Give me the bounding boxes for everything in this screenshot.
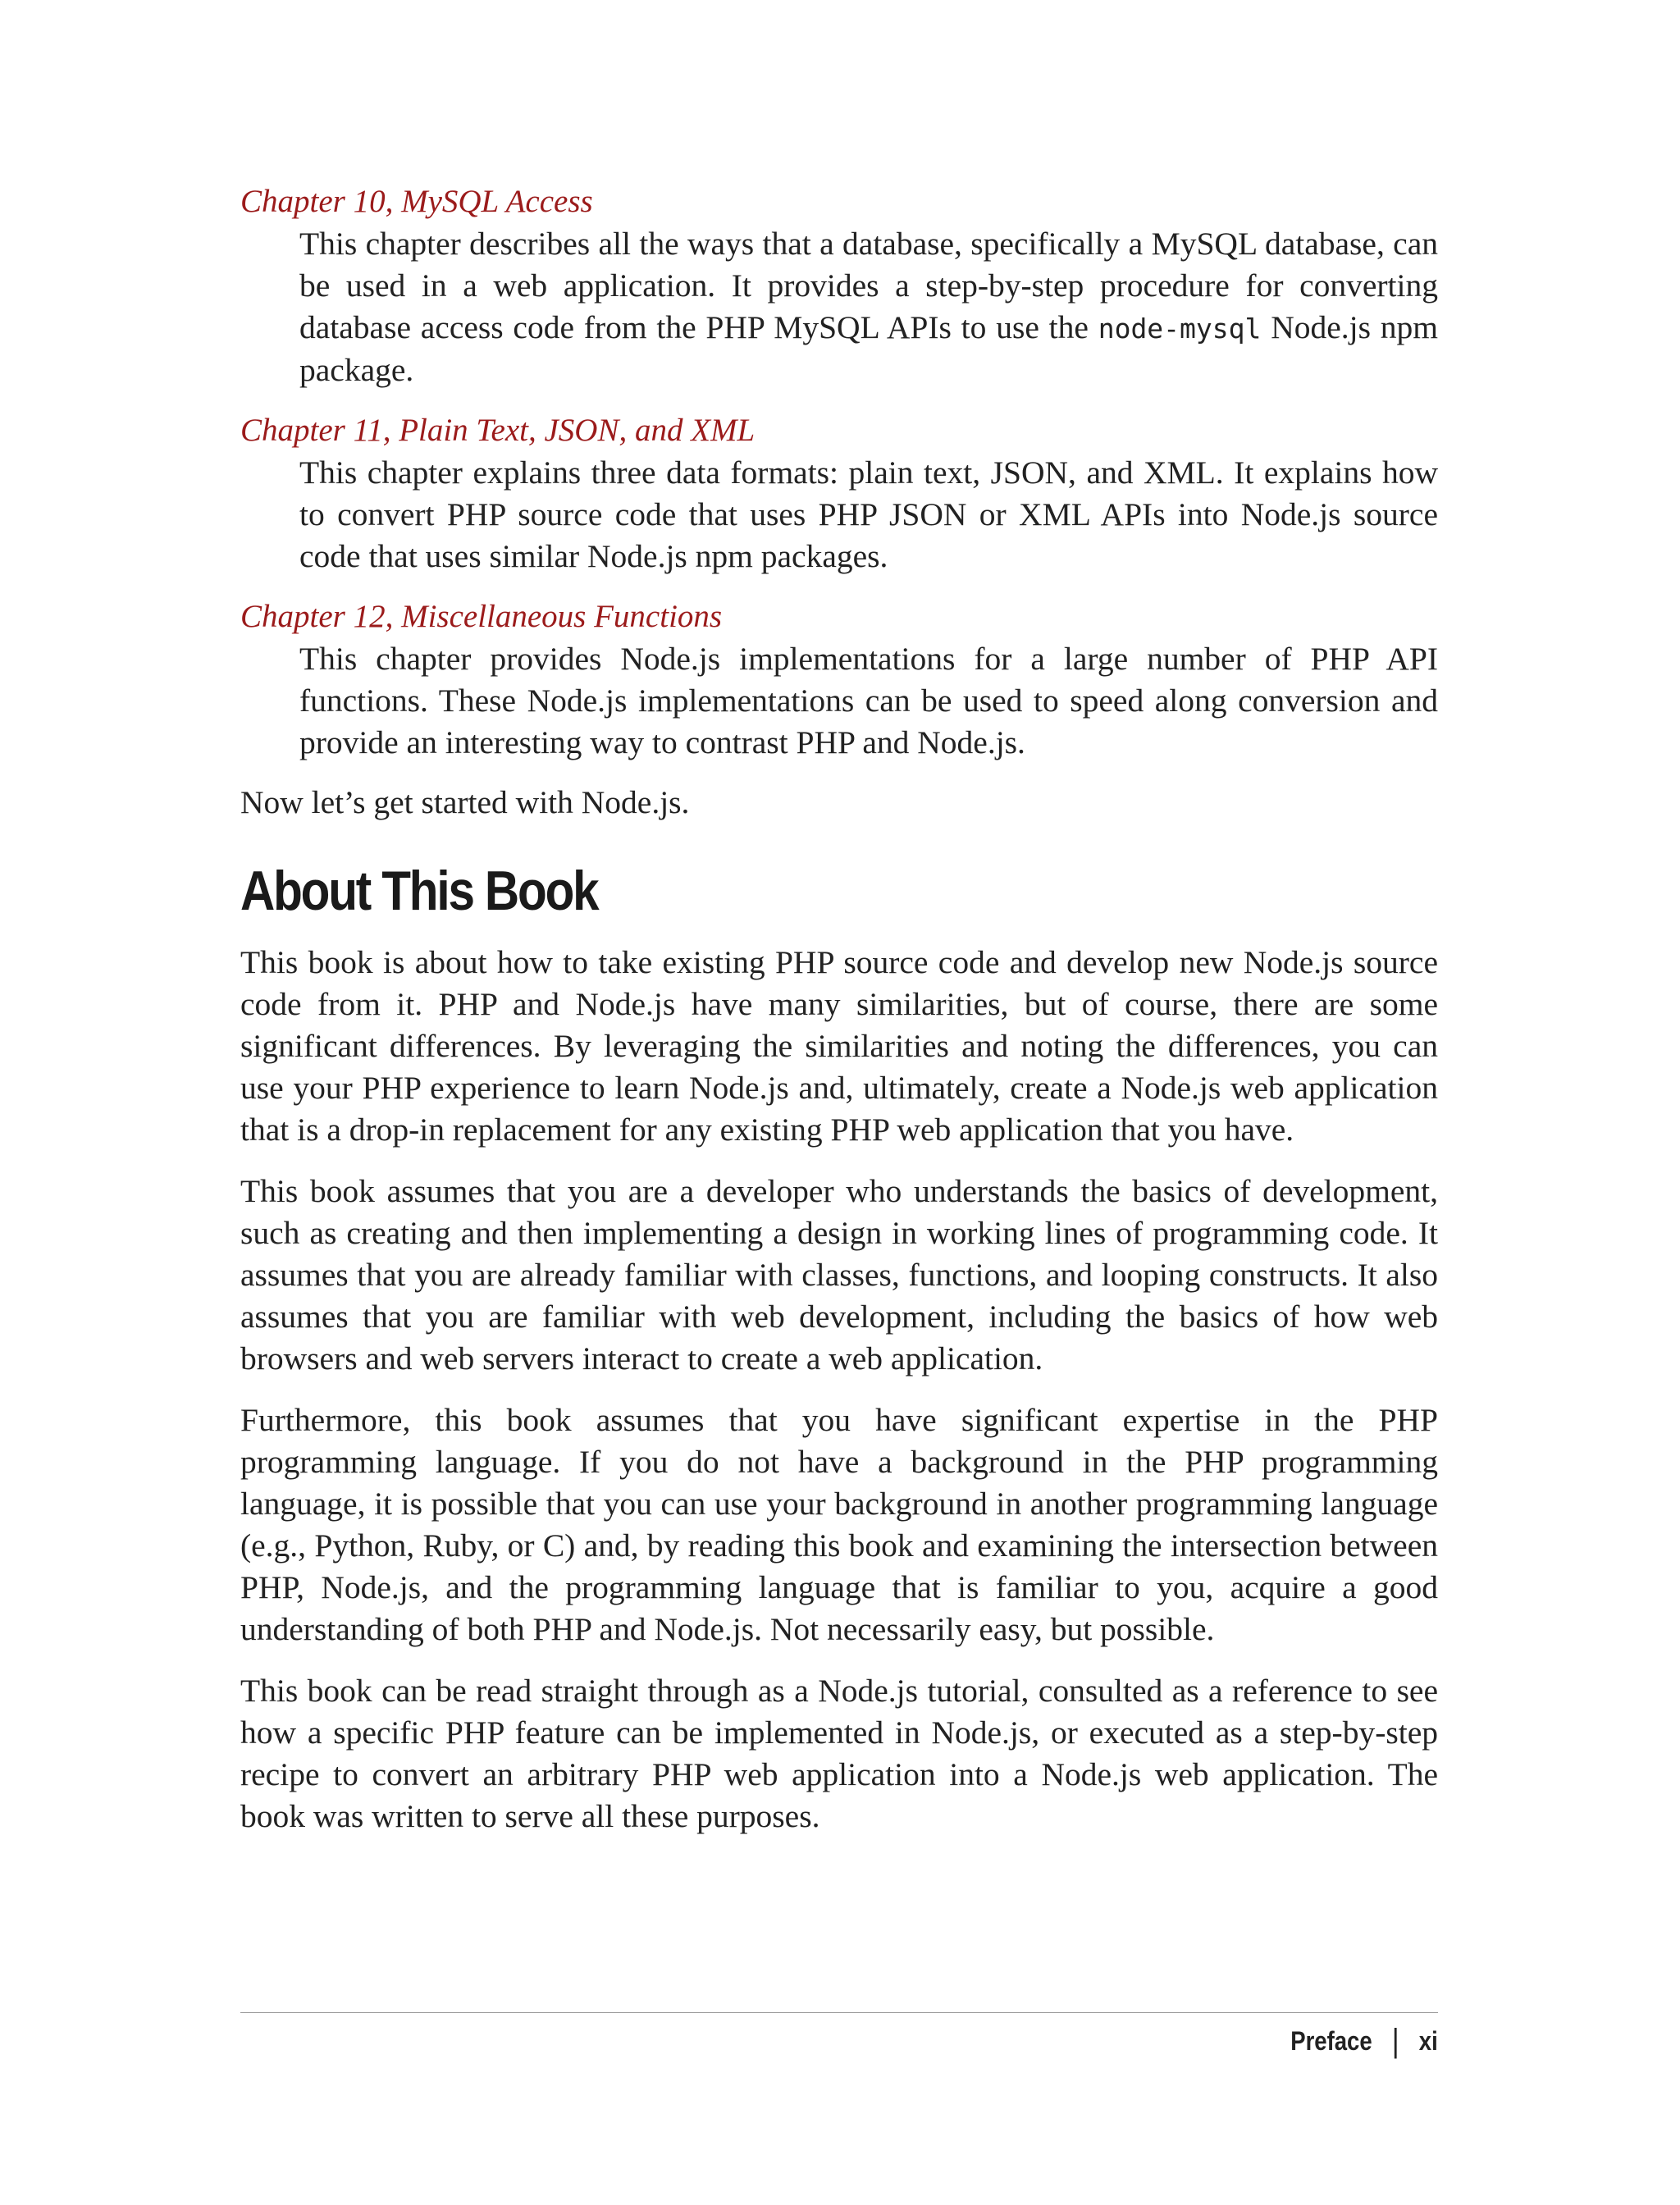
footer-divider (240, 2012, 1438, 2013)
chapter-entry-12 (240, 596, 1438, 764)
chapter-title: Chapter 12, Miscellaneous Functions (240, 599, 723, 634)
footer-separator: | (1392, 2023, 1399, 2059)
chapter-description-text: Node.js npm package. (299, 309, 1438, 388)
inline-code: node-mysql (1098, 313, 1262, 345)
chapter-title: Chapter 10, MySQL Access (240, 184, 593, 219)
page-content (240, 180, 1438, 1857)
page-footer (1291, 2025, 1438, 2057)
footer-section-label: Preface (1290, 2025, 1372, 2056)
chapter-description-text: This chapter describes all the ways that a database, specifically a MySQL database, can be used in a web application. It provides a step-by-step procedure for converting database access code from the PHP MySQL APIs to use the (299, 226, 1438, 345)
page-number: xi (1419, 2025, 1438, 2056)
body-paragraph: Furthermore, this book assumes that you have significant expertise in the PHP programming language. If you do not have a background in the PHP programming language, it is possible that you can use your background in another programming language (e.g., Python, Ruby, or C) and, by reading this book and examining the intersection between PHP, Node.js, and the programming language that is familiar to you, acquire a good understanding of both PHP and Node.js. Not necessarily easy, but possible. (240, 1402, 1438, 1647)
body-paragraph: This book is about how to take existing PHP source code and develop new Node.js source code from it. PHP and Node.js have many similarities, but of course, there are some significant differences. By leveraging the similarities and noting the differences, you can use your PHP experience to learn Node.js and, ultimately, create a Node.js web application that is a drop-in replacement for any existing PHP web application that you have. (240, 944, 1438, 1148)
body-paragraph: This book assumes that you are a developer who understands the basics of development, such as creating and then implementing a design in working lines of programming code. It assumes that you are already familiar with classes, functions, and looping constructs. It also assumes that you are familiar with web development, including the basics of how web browsers and web servers interact to create a web application. (240, 1173, 1438, 1376)
chapter-description: This chapter explains three data formats: plain text, JSON, and XML. It explains how to convert PHP source code that uses PHP JSON or XML APIs into Node.js source code that uses similar Node.js npm packages. (299, 454, 1438, 574)
closing-paragraph: Now let’s get started with Node.js. (240, 784, 690, 820)
chapter-entry-11 (240, 409, 1438, 578)
chapter-entry-10 (240, 180, 1438, 391)
section-heading: About This Book (240, 860, 598, 922)
chapter-description (299, 223, 1438, 391)
chapter-title: Chapter 11, Plain Text, JSON, and XML (240, 413, 756, 448)
chapter-description: This chapter provides Node.js implementations for a large number of PHP API functions. These Node.js implementations can be used to speed along conversion and provide an interesting way to contrast PHP and Node.js. (299, 641, 1438, 760)
body-paragraph: This book can be read straight through as a Node.js tutorial, consulted as a reference to see how a specific PHP feature can be implemented in Node.js, or executed as a step-by-step recipe to convert an arbitrary PHP web application into a Node.js web application. The book was written to serve all these purposes. (240, 1673, 1438, 1834)
